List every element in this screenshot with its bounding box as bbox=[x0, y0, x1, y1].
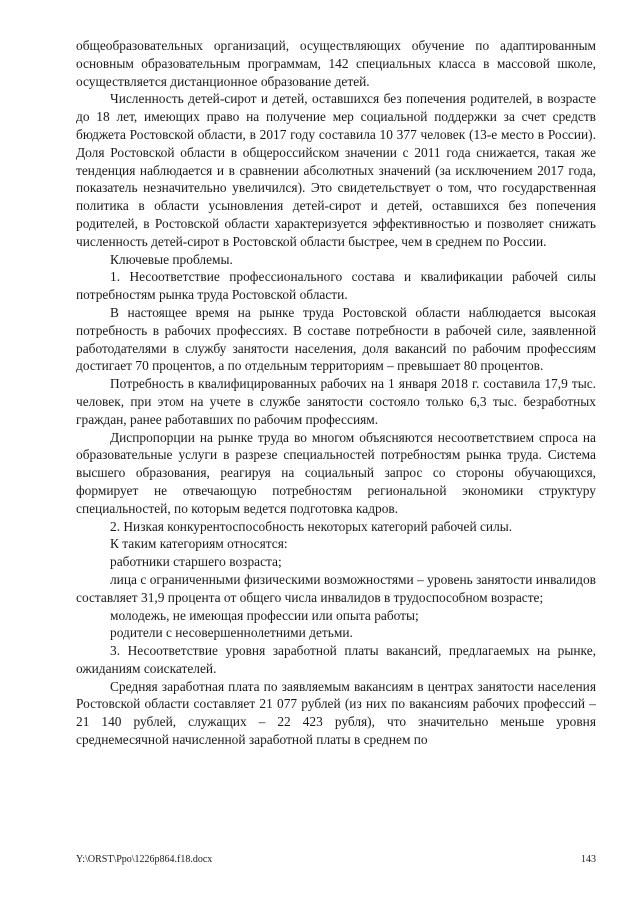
file-path: Y:\ORST\Ppo\1226p864.f18.docx bbox=[76, 854, 213, 865]
paragraph: Средняя заработная плата по заявляемым вакансиям в центрах занятости населения Ростовской области составляет 21 077 рублей (из них по вакансиям рабочих профессий – 21 140 рублей, служащих – 22 423 рубля), что значительно меньше уровня среднемесячной начисленной заработной платы в среднем по bbox=[76, 678, 596, 748]
document-body bbox=[76, 37, 596, 749]
page-footer bbox=[76, 854, 596, 866]
paragraph: Численность детей-сирот и детей, оставшихся без попечения родителей, в возрасте до 18 лет, имеющих право на получение мер социальной поддержки за счет средств бюджета Ростовской области, в 2017 году составила 10 377 человек (13-е место в России). Доля Ростовской области в общероссийском значении с 2011 года снижается, такая же тенденция наблюдается и в сравнении абсолютных значений (за исключением 2017 года, показатель незначительно увеличился). Это свидетельствует о том, что государственная политика в области усыновления детей-сирот и детей, оставшихся без попечения родителей, в Ростовской области характеризуется эффективностью и позволяет снижать численность детей-сирот в Ростовской области быстрее, чем в среднем по России. bbox=[76, 91, 596, 249]
problem-heading: 2. Низкая конкурентоспособность некоторых категорий рабочей силы. bbox=[110, 518, 513, 534]
problem-heading: 3. Несоответствие уровня заработной платы вакансий, предлагаемых на рынке, ожиданиям соискателей. bbox=[76, 643, 596, 676]
paragraph: Диспропорции на рынке труда во многом объясняются несоответствием спроса на образовательные услуги в разрезе специальностей потребностям рынка труда. Система высшего образования, реагируя на социальный запрос со стороны обучающихся, формирует не отвечающую потребностям региональной экономики структуру специальностей, по которым ведется подготовка кадров. bbox=[76, 429, 596, 516]
list-item: лица с ограниченными физическими возможностями – уровень занятости инвалидов составляет 31,9 процента от общего числа инвалидов в трудоспособном возрасте; bbox=[76, 571, 596, 605]
section-heading: Ключевые проблемы. bbox=[110, 251, 233, 267]
paragraph: К таким категориям относятся: bbox=[110, 536, 288, 552]
page-number: 143 bbox=[581, 854, 596, 865]
list-item: родители с несовершеннолетними детьми. bbox=[110, 625, 353, 641]
list-item: работники старшего возраста; bbox=[110, 554, 282, 570]
list-item: молодежь, не имеющая профессии или опыта работы; bbox=[110, 607, 419, 623]
problem-heading: 1. Несоответствие профессионального состава и квалификации рабочей силы потребностям рынка труда Ростовской области. bbox=[76, 269, 596, 303]
paragraph: общеобразовательных организаций, осуществляющих обучение по адаптированным основным образовательным программам, 142 специальных класса в массовой школе, осуществляется дистанционное образование детей. bbox=[76, 38, 596, 89]
paragraph: Потребность в квалифицированных рабочих на 1 января 2018 г. составила 17,9 тыс. человек, при этом на учете в службе занятости состояло только 6,3 тыс. безработных граждан, ранее работавших по рабочим профессиям. bbox=[76, 376, 596, 427]
paragraph: В настоящее время на рынке труда Ростовской области наблюдается высокая потребность в рабочих профессиях. В составе потребности в рабочей силе, заявленной работодателями в службу занятости населения, доля вакансий по рабочим профессиям достигает 70 процентов, а по отдельным территориям – превышает 80 процентов. bbox=[76, 304, 596, 374]
